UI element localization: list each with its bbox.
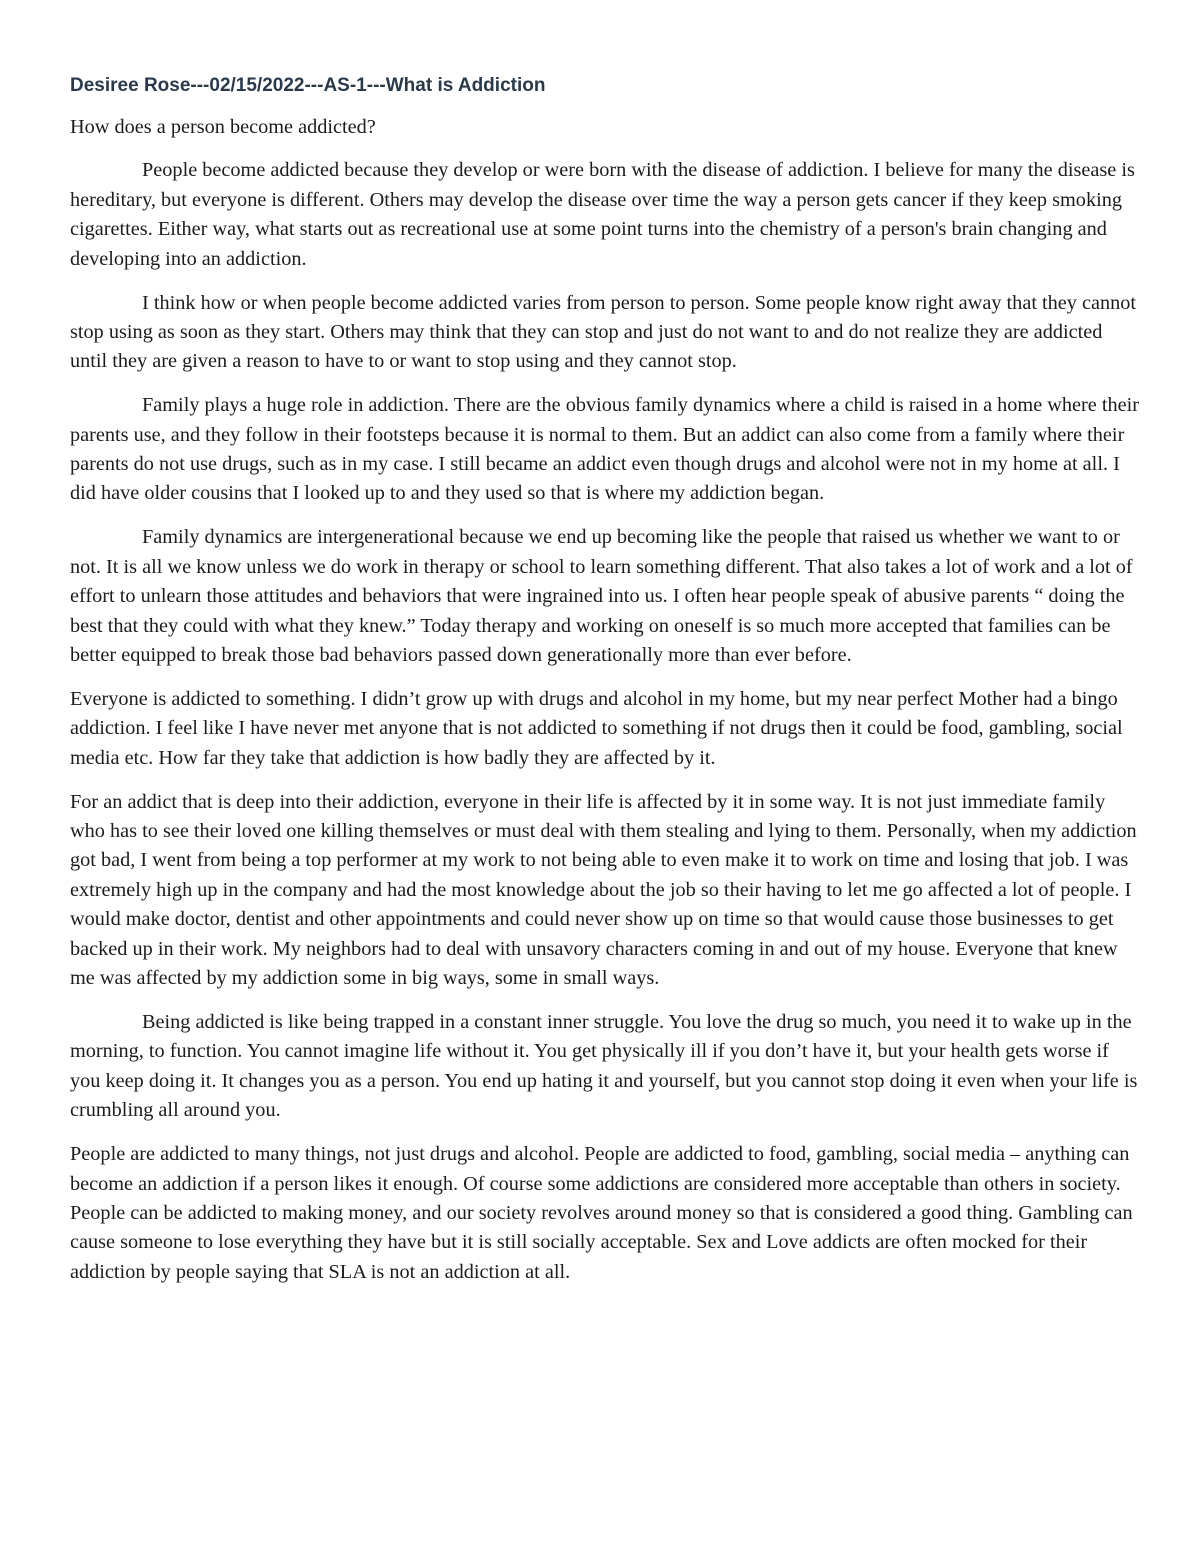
paragraph-family-role: Family plays a huge role in addiction. There are the obvious family dynamics where a child is raised in a home where their parents use, and they follow in their footsteps because it is normal to them. But an addict can also come from a family where their parents do not use drugs, such as in my case. I still became an addict even though drugs and alcohol were not in my home at all. I did have older cousins that I looked up to and they used so that is where my addiction began. [70, 394, 1140, 505]
paragraph-everyone-addicted: Everyone is addicted to something. I didn’t grow up with drugs and alcohol in my home, but my near perfect Mother had a bingo addiction. I feel like I have never met anyone that is not addicted to something if not drugs then it could be food, gambling, social media etc. How far they take that addiction is how badly they are affected by it. [70, 687, 1123, 769]
document-title: Desiree Rose---02/15/2022---AS-1---What is Addiction [70, 75, 546, 96]
paragraph-varies: I think how or when people become addicted varies from person to person. Some people know right away that they cannot stop using as soon as they start. Others may think that they can stop and just do not want to and do not realize they are addicted until they are given a reason to have to or want to stop using and they cannot stop. [70, 291, 1137, 373]
paragraph-affected: For an addict that is deep into their addiction, everyone in their life is affected by it in some way. It is not just immediate family who has to see their loved one killing themselves or must deal with them stealing and lying to them. Personally, when my addiction got bad, I went from being a top performer at my work to not being able to even make it to work on time and losing that job. I was extremely high up in the company and had the most knowledge about the job so their having to let me go affected a lot of people. I would make doctor, dentist and other appointments and could never show up on time so that would cause those businesses to get backed up in their work. My neighbors had to deal with unsavory characters coming in and out of my house. Everyone that knew me was affected by my addiction some in big ways, some in small ways. [70, 790, 1137, 990]
paragraph-disease: People become addicted because they develop or were born with the disease of addiction. I believe for many the disease is hereditary, but everyone is different. Others may develop the disease over time the way a person gets cancer if they keep smoking cigarettes. Either way, what starts out as recreational use at some point turns into the chemistry of a person's brain changing and developing into an addiction. [70, 159, 1135, 270]
paragraph-inner-struggle: Being addicted is like being trapped in a constant inner struggle. You love the drug so much, you need it to wake up in the morning, to function. You cannot imagine life without it. You get physically ill if you don’t have it, but your health gets worse if you keep doing it. It changes you as a person. You end up hating it and yourself, but you cannot stop doing it even when your life is crumbling all around you. [70, 1010, 1138, 1122]
paragraph-intergenerational: Family dynamics are intergenerational because we end up becoming like the people that raised us whether we want to or not. It is all we know unless we do work in therapy or school to learn something different. That also takes a lot of work and a lot of effort to unlearn those attitudes and behaviors that were ingrained into us. I often hear people speak of abusive parents “ doing the best that they could with what they knew.” Today therapy and working on oneself is so much more accepted that families can be better equipped to break those bad behaviors passed down generationally more than ever before. [70, 526, 1133, 666]
essay-question: How does a person become addicted? [70, 116, 376, 138]
paragraph-many-things: People are addicted to many things, not just drugs and alcohol. People are addicted to food, gambling, social media – anything can become an addiction if a person likes it enough. Of course some addictions are considered more acceptable than others in society. People can be addicted to making money, and our society revolves around money so that is considered a good thing. Gambling can cause someone to lose everything they have but it is still socially acceptable. Sex and Love addicts are often mocked for their addiction by people saying that SLA is not an addiction at all. [70, 1143, 1133, 1283]
document-page [70, 72, 1140, 1302]
